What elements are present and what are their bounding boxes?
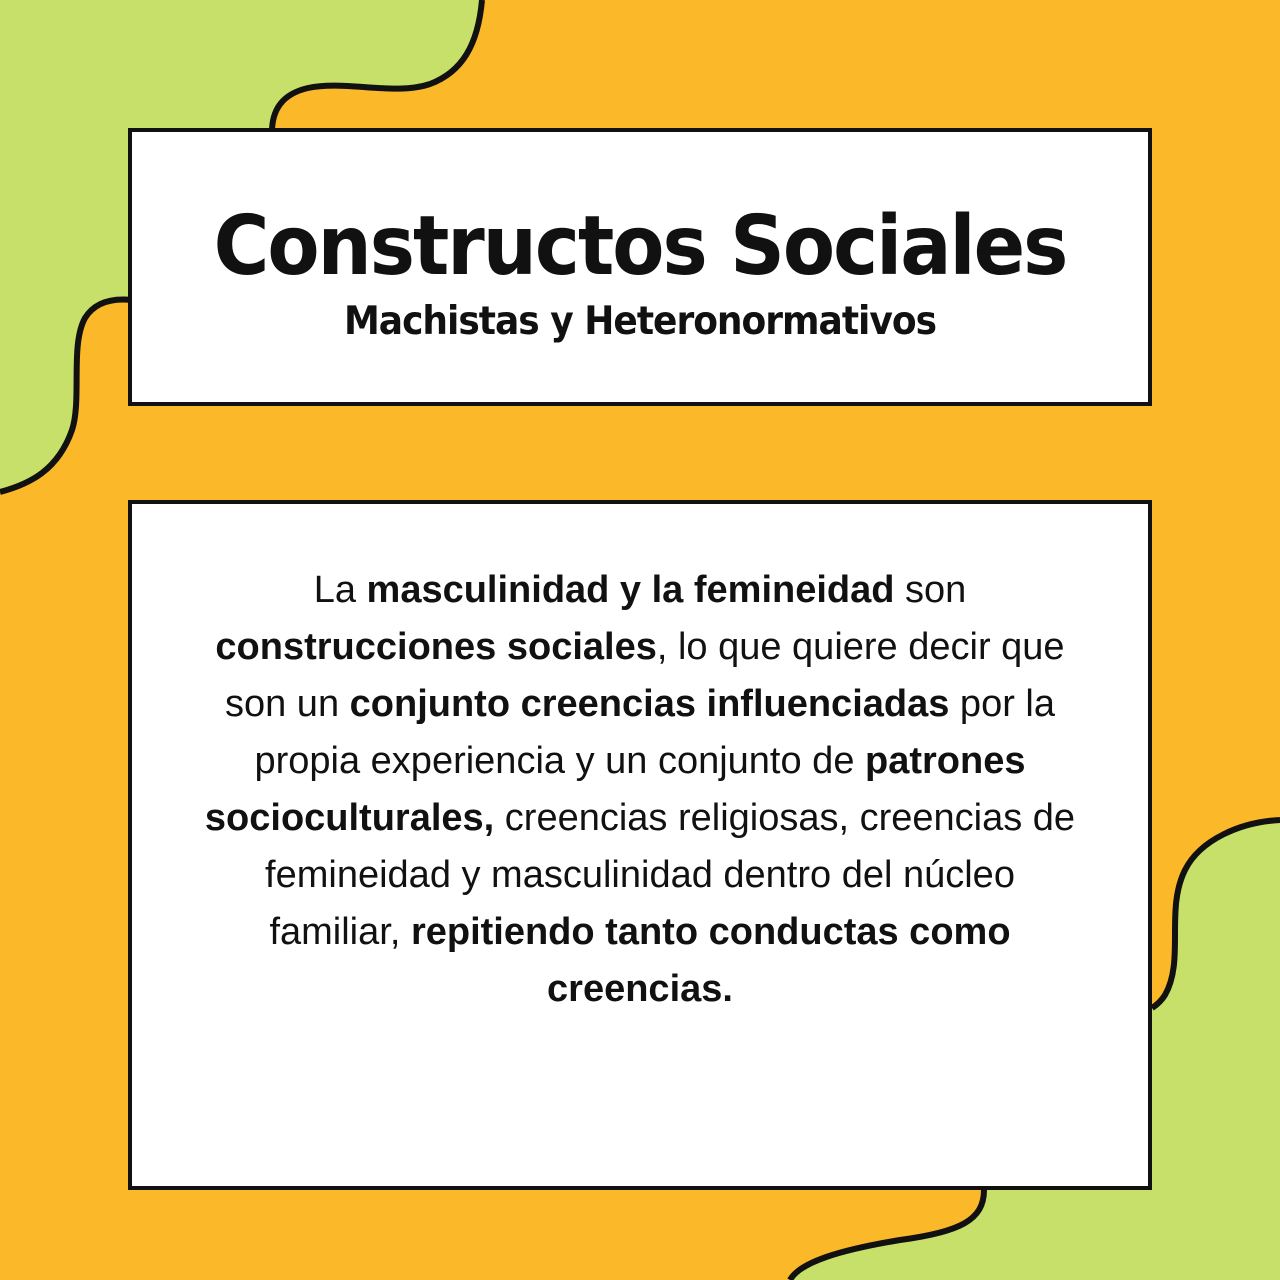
body-text-emphasis: construcciones sociales bbox=[215, 626, 657, 668]
title-card bbox=[128, 128, 1152, 406]
body-text-emphasis: masculinidad y la femineidad bbox=[366, 569, 895, 611]
body-text-emphasis: patrones socioculturales, bbox=[204, 740, 1026, 839]
body-text-segment: La bbox=[313, 569, 367, 611]
body-text-emphasis: repitiendo tanto conductas como creencias. bbox=[410, 911, 1011, 1010]
body-paragraph bbox=[202, 562, 1078, 1018]
body-text-segment: son bbox=[894, 569, 967, 611]
body-text-segment: creencias religiosas, creencias de femineidad y masculinidad dentro del núcleo familiar, bbox=[265, 797, 1076, 953]
page-title: Constructos Sociales bbox=[213, 197, 1067, 294]
page-subtitle: Machistas y Heteronormativos bbox=[343, 298, 937, 344]
body-text-emphasis: conjunto creencias influenciadas bbox=[349, 683, 950, 725]
body-card bbox=[128, 500, 1152, 1190]
body-text-segment: , lo que quiere decir que son un bbox=[224, 626, 1065, 725]
body-text-segment: por la propia experiencia y un conjunto de bbox=[254, 683, 1055, 782]
